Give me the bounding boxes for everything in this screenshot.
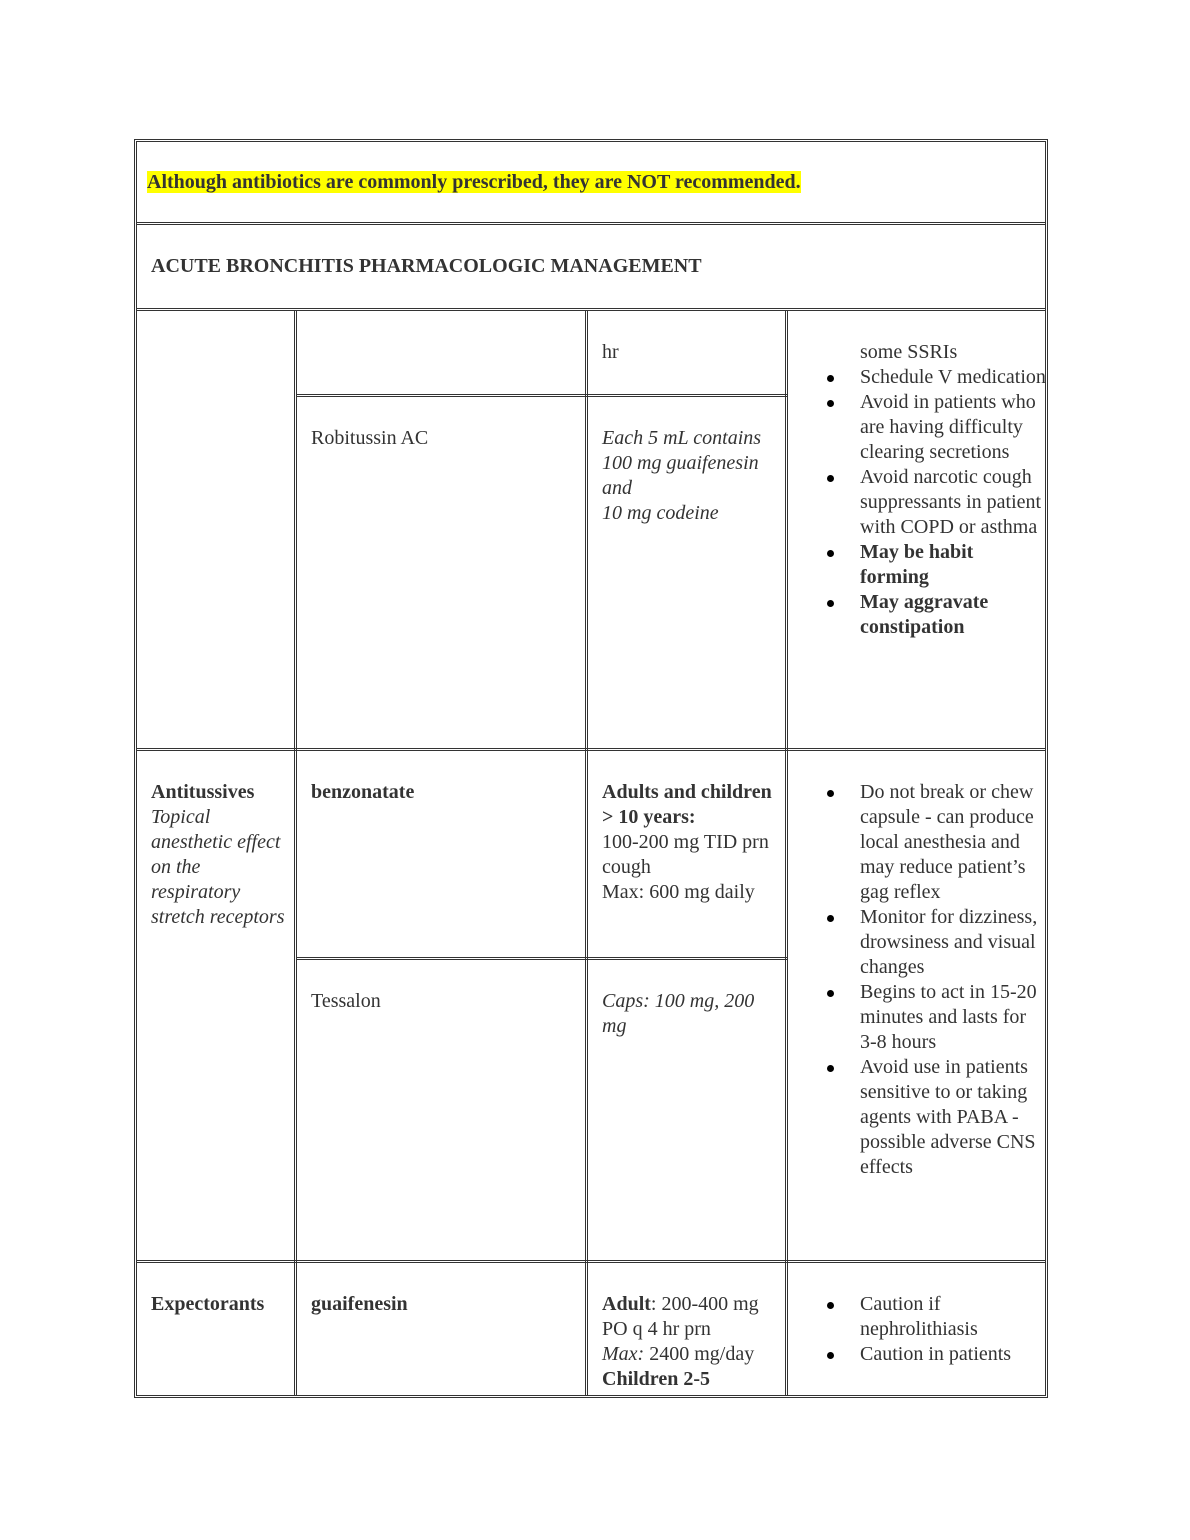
notice-cell: [147, 170, 1037, 195]
class-cell-antitussives: [151, 780, 291, 930]
antibiotic-notice: Although antibiotics are commonly prescribed, they are NOT recommended.: [147, 171, 801, 193]
drug-class-expectorants: Expectorants: [151, 1293, 265, 1315]
brand-dose-tessalon: Caps: 100 mg, 200 mg: [602, 990, 755, 1037]
list-item: Avoid in patients who are having difficulty clearing secretions: [860, 390, 1046, 465]
dose-line: Each 5 mL contains: [602, 427, 762, 449]
drug-class-name: Antitussives: [151, 781, 255, 803]
list-item: May aggravate constipation: [860, 590, 1046, 640]
col-divider: [785, 310, 788, 1396]
col-divider: [294, 310, 297, 1396]
dose-continuation: hr: [602, 341, 619, 363]
notes-cell-antitussives: [860, 780, 1046, 1180]
row-divider: [296, 394, 788, 397]
drug-class-description: Topical anesthetic effect on the respiratory stretch receptors: [151, 806, 285, 928]
list-item: Schedule V medication: [860, 366, 1046, 388]
generic-name-benzonatate: benzonatate: [311, 781, 415, 803]
dose-children: Children 2-5: [602, 1368, 710, 1390]
notes-cell-codeine: [860, 340, 1046, 640]
dose-adult-value: : 200-400 mg PO q 4 hr prn: [602, 1293, 759, 1340]
row-divider: [136, 308, 1046, 311]
notes-cell-expectorants: [860, 1292, 1046, 1367]
dose-line: Max: 600 mg daily: [602, 881, 755, 903]
row-divider: [136, 1260, 1046, 1263]
brand-cell-tessalon: [311, 989, 581, 1014]
dose-cell-benzonatate: [602, 780, 785, 905]
notes-list: [860, 340, 1046, 640]
list-item: Begins to act in 15-20 minutes and lasts for 3-8 hours: [860, 980, 1046, 1055]
table-frame: [134, 139, 1048, 1398]
list-item: Avoid use in patients sensitive to or taking agents with PABA - possible adverse CNS effects: [860, 1055, 1046, 1180]
dose-line: and: [602, 477, 632, 499]
notes-list: [860, 780, 1046, 1180]
generic-name-guaifenesin: guaifenesin: [311, 1293, 408, 1315]
list-item: Do not break or chew capsule - can produce local anesthesia and may reduce patient’s gag reflex: [860, 780, 1046, 905]
dose-line: 100 mg guaifenesin: [602, 452, 759, 474]
row-divider: [136, 748, 1046, 751]
list-item: Caution in patients: [860, 1342, 1046, 1367]
dose-population: Adults and children > 10 years:: [602, 781, 772, 828]
brand-name-tessalon: Tessalon: [311, 990, 381, 1012]
list-item: Caution if nephrolithiasis: [860, 1292, 1046, 1342]
dose-adult-label: Adult: [602, 1293, 651, 1315]
brand-name-robitussin: Robitussin AC: [311, 427, 429, 449]
list-item: some SSRIs: [860, 341, 958, 363]
dose-line: 10 mg codeine: [602, 502, 719, 524]
dose-max-label: Max:: [602, 1343, 645, 1365]
notes-list: [860, 1292, 1046, 1367]
list-item: May be habit forming: [860, 540, 1046, 590]
dose-max-value: 2400 mg/day: [644, 1343, 755, 1365]
row-divider: [136, 222, 1046, 225]
dose-cell-top: [602, 340, 782, 365]
brand-dose-cell: [602, 426, 782, 526]
section-title: ACUTE BRONCHITIS PHARMACOLOGIC MANAGEMENT: [151, 255, 702, 277]
dose-cell-guaifenesin: [602, 1292, 782, 1392]
list-item: Avoid narcotic cough suppressants in patient with COPD or asthma: [860, 465, 1046, 540]
row-divider: [296, 957, 788, 960]
col-divider: [585, 310, 588, 1396]
dose-line: 100-200 mg TID prn cough: [602, 831, 769, 878]
brand-cell: [311, 426, 581, 451]
list-item: Monitor for dizziness, drowsiness and visual changes: [860, 905, 1046, 980]
